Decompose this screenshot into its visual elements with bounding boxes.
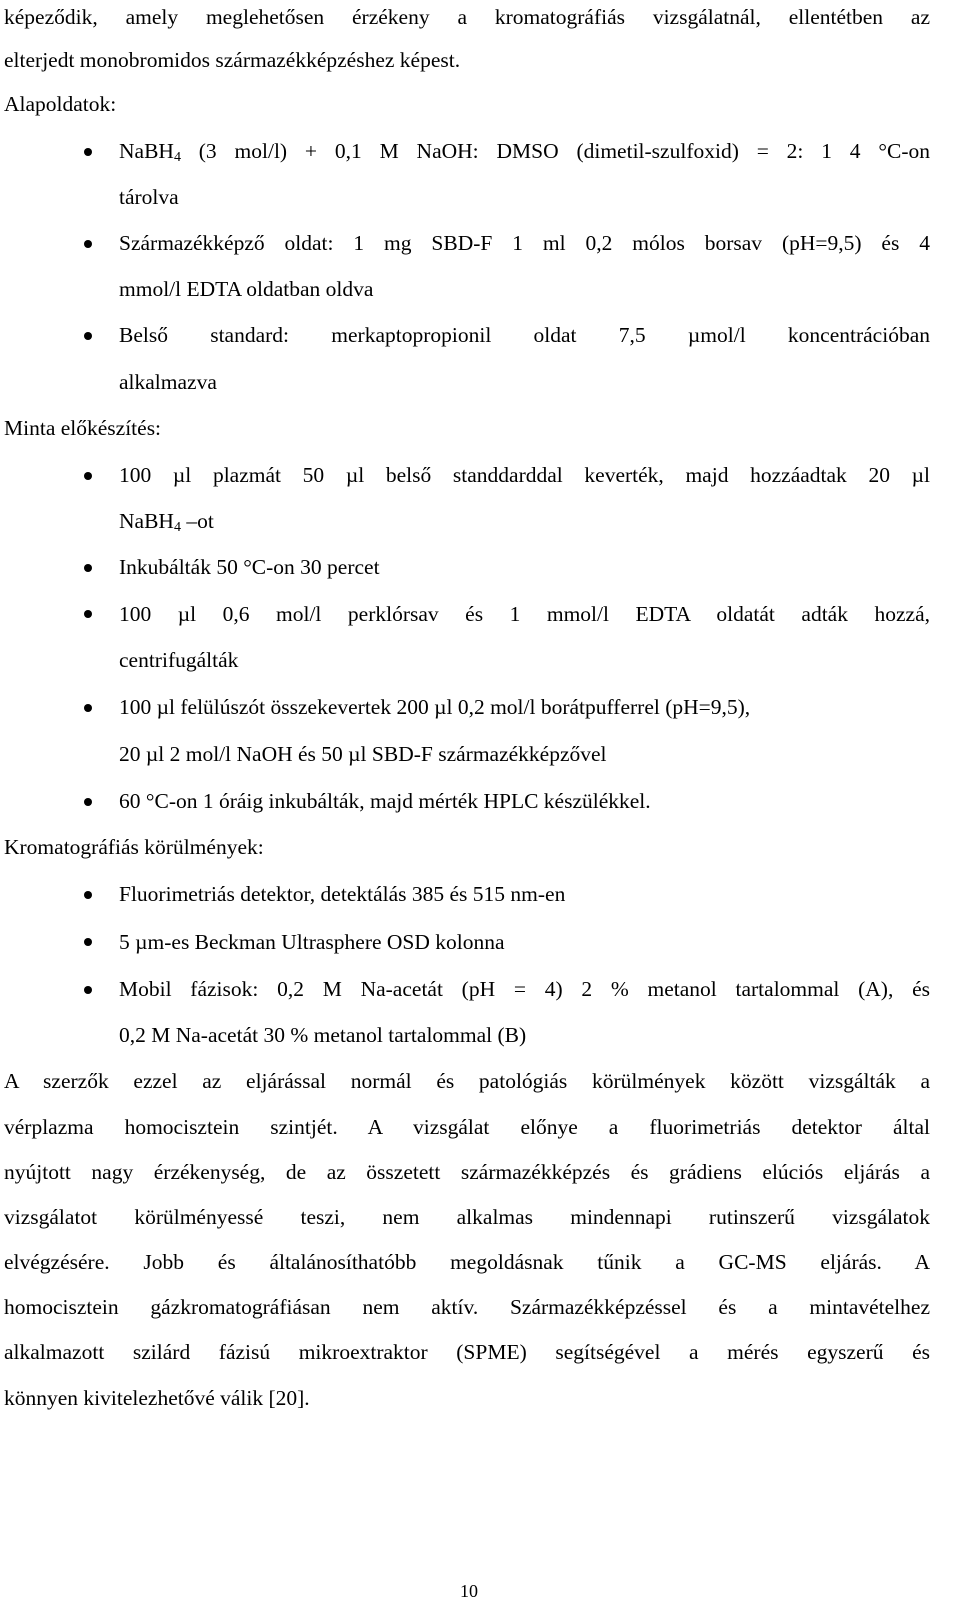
kromato-item-2-line-1: 5 µm-es Beckman Ultrasphere OSD kolonna: [119, 930, 505, 954]
closing-line-1: A szerzők ezzel az eljárással normál és patológiás körülmények között vizsgálták a: [4, 1069, 930, 1093]
minta-item-1-line-2: NaBH$_4$ –ot: [119, 509, 214, 535]
bullet-icon: [84, 938, 92, 946]
alapoldat-item-2-line-1: Származékképző oldat: 1 mg SBD-F 1 ml 0,2 mólos borsav (pH=9,5) és 4: [119, 231, 930, 255]
heading-minta: Minta előkészítés:: [4, 416, 162, 440]
closing-line-7: alkalmazott szilárd fázisú mikroextraktor (SPME) segítségével a mérés egyszerű és: [4, 1340, 930, 1364]
minta-item-5-line-1: 60 °C-on 1 óráig inkubálták, majd mérték HPLC készülékkel.: [119, 789, 651, 813]
alapoldat-item-1-line-2: tárolva: [119, 185, 179, 209]
closing-line-5: elvégzésére. Jobb és általánosíthatóbb megoldásnak tűnik a GC-MS eljárás. A: [4, 1250, 930, 1274]
closing-line-8: könnyen kivitelezhetővé válik [20].: [4, 1386, 310, 1410]
bullet-icon: [84, 986, 92, 994]
closing-line-4: vizsgálatot körülményessé teszi, nem alkalmas mindennapi rutinszerű vizsgálatok: [4, 1205, 930, 1229]
minta-item-3-line-2: centrifugálták: [119, 648, 239, 672]
bullet-icon: [84, 472, 92, 480]
intro-line-2: elterjedt monobromidos származékképzéshez képest.: [4, 48, 461, 72]
bullet-icon: [84, 148, 92, 156]
minta-item-2-line-1: Inkubálták 50 °C-on 30 percet: [119, 555, 380, 579]
kromato-item-1-line-1: Fluorimetriás detektor, detektálás 385 és 515 nm-en: [119, 882, 566, 906]
alapoldat-item-3-line-1: Belső standard: merkaptopropionil oldat 7,5 µmol/l koncentrációban: [119, 323, 930, 347]
heading-alapoldatok: Alapoldatok:: [4, 92, 117, 116]
alapoldat-item-3-line-2: alkalmazva: [119, 370, 217, 394]
closing-line-6: homocisztein gázkromatográfiásan nem aktív. Származékképzéssel és a mintavételhez: [4, 1295, 930, 1319]
heading-kromato: Kromatográfiás körülmények:: [4, 835, 264, 859]
bullet-icon: [84, 798, 92, 806]
kromato-item-3-line-1: Mobil fázisok: 0,2 M Na-acetát (pH = 4) 2 % metanol tartalommal (A), és: [119, 977, 930, 1001]
minta-item-3-line-1: 100 µl 0,6 mol/l perklórsav és 1 mmol/l EDTA oldatát adták hozzá,: [119, 602, 930, 626]
alapoldat-item-1-line-1: NaBH$_4$ (3 mol/l) + 0,1 M NaOH: DMSO (dimetil-szulfoxid) = 2: 1 4 °C-on: [119, 139, 930, 165]
closing-line-3: nyújtott nagy érzékenység, de az összetett származékképzés és grádiens elúciós eljárás a: [4, 1160, 930, 1184]
page-number: 10: [460, 1581, 478, 1601]
minta-item-4-line-2: 20 µl 2 mol/l NaOH és 50 µl SBD-F származékképzővel: [119, 742, 607, 766]
bullet-icon: [84, 891, 92, 899]
bullet-icon: [84, 610, 92, 618]
kromato-item-3-line-2: 0,2 M Na-acetát 30 % metanol tartalommal (B): [119, 1023, 527, 1047]
minta-item-1-line-1: 100 µl plazmát 50 µl belső standdarddal keverték, majd hozzáadtak 20 µl: [119, 463, 930, 487]
bullet-icon: [84, 564, 92, 572]
bullet-icon: [84, 332, 92, 340]
intro-line-1: képeződik, amely meglehetősen érzékeny a kromatográfiás vizsgálatnál, ellentétben az: [4, 5, 930, 29]
alapoldat-item-2-line-2: mmol/l EDTA oldatban oldva: [119, 277, 374, 301]
bullet-icon: [84, 240, 92, 248]
bullet-icon: [84, 704, 92, 712]
closing-line-2: vérplazma homocisztein szintjét. A vizsgálat előnye a fluorimetriás detektor által: [4, 1115, 930, 1139]
minta-item-4-line-1: 100 µl felülúszót összekevertek 200 µl 0,2 mol/l borátpufferrel (pH=9,5),: [119, 695, 751, 719]
